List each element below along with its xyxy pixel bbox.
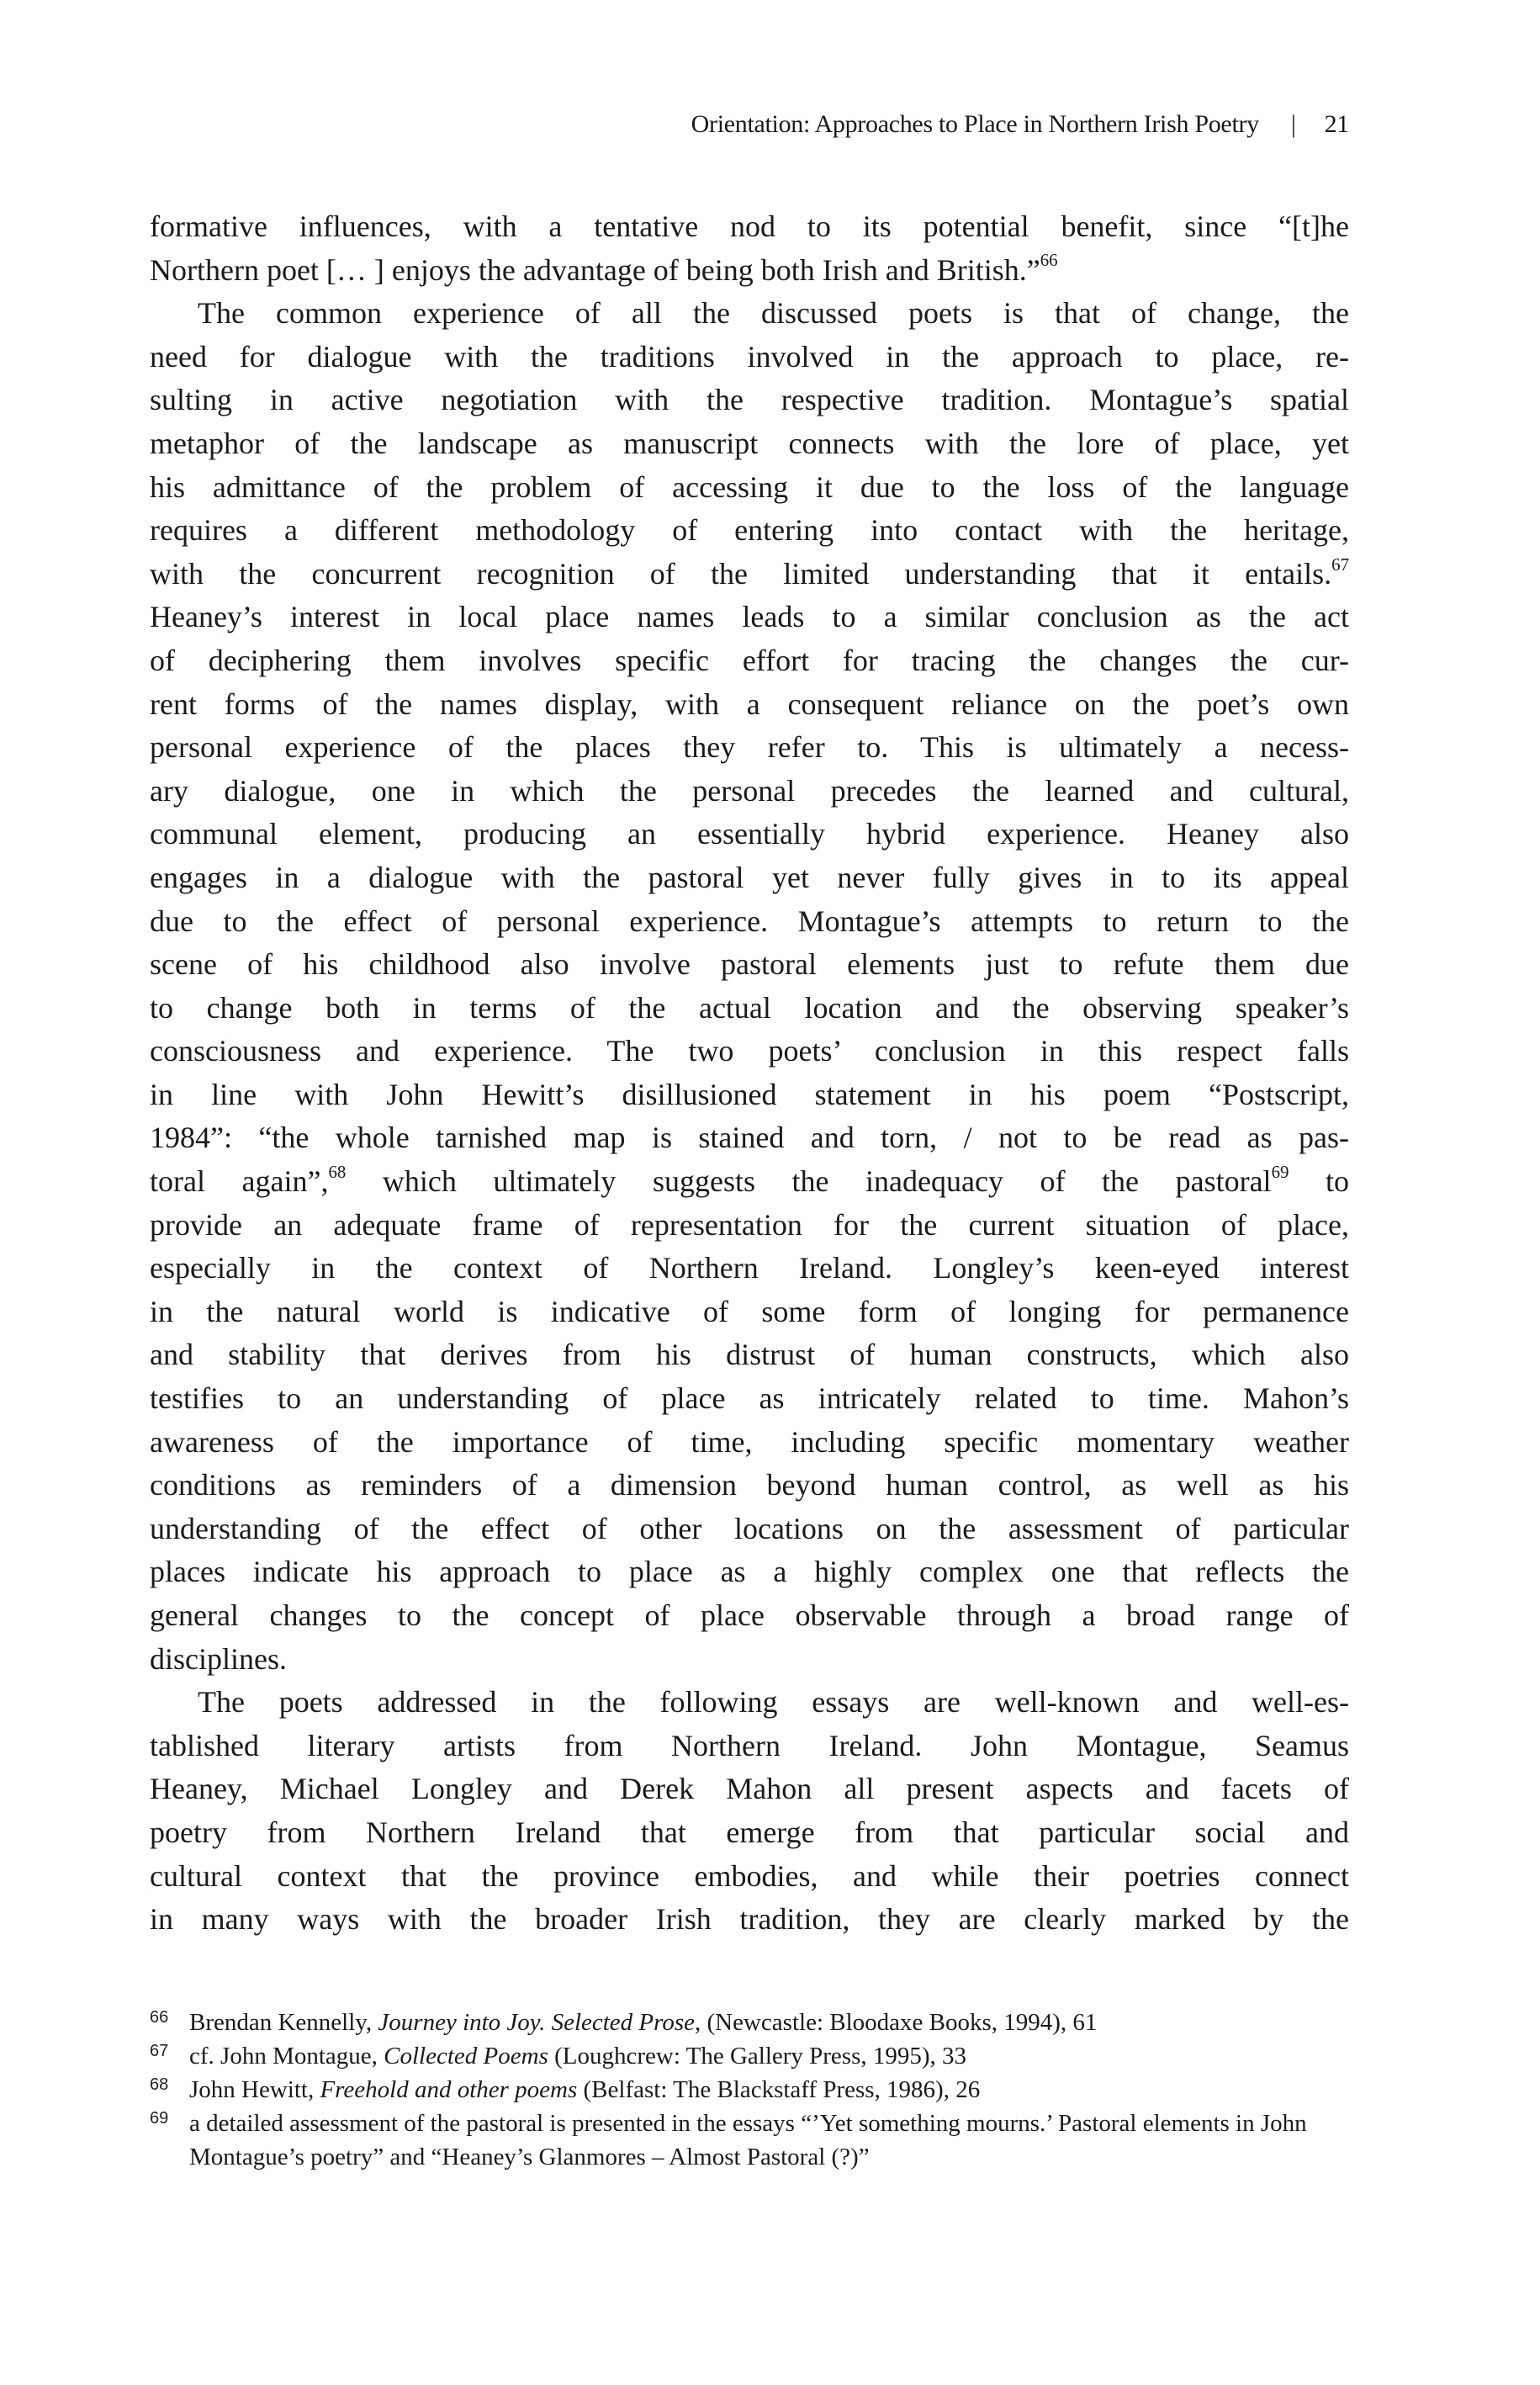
paragraph	[150, 205, 1349, 292]
footnote	[150, 2039, 1349, 2073]
footnote	[150, 2073, 1349, 2107]
footnote-reference[interactable]: 69	[1271, 1161, 1289, 1182]
book-title: Freehold and other poems	[320, 2076, 578, 2103]
text-line: Heaney’s interest in local place names leads to a similar conclusion as the act	[150, 600, 1349, 634]
text-line: engages in a dialogue with the pastoral yet never fully gives in to its appeal	[150, 860, 1349, 894]
text-line: ary dialogue, one in which the personal precedes the learned and cultural,	[150, 773, 1349, 808]
text-line: and stability that derives from his distrust of human constructs, which also	[150, 1338, 1349, 1372]
text-line: metaphor of the landscape as manuscript connects with the lore of place, yet	[150, 426, 1349, 460]
text-line: places indicate his approach to place as a highly complex one that reflects the	[150, 1555, 1349, 1589]
footnote-text: a detailed assessment of the pastoral is presented in the essays “’Yet something mourns.’ Pastoral elements in John Montague’s poetry” and “Heaney’s Glanmores – Almost Pastoral (?)”	[189, 2110, 1307, 2170]
footnotes	[150, 2006, 1349, 2174]
text-line: of deciphering them involves specific effort for tracing the changes the cur-	[150, 643, 1349, 677]
body-text	[150, 205, 1349, 1942]
text-line: The poets addressed in the following essays are well-known and well-es-	[198, 1685, 1349, 1720]
footnote-text: cf. John Montague, Collected Poems (Loughcrew: The Gallery Press, 1995), 33	[189, 2043, 967, 2070]
text-line: formative influences, with a tentative nod to its potential benefit, since “[t]he	[150, 209, 1349, 243]
text-line: cultural context that the province embodies, and while their poetries connect	[150, 1858, 1349, 1893]
text-line: provide an adequate frame of representation for the current situation of place,	[150, 1207, 1349, 1242]
text-line: in many ways with the broader Irish tradition, they are clearly marked by the	[150, 1902, 1349, 1937]
book-title: Journey into Joy. Selected Prose	[378, 2009, 696, 2036]
footnote	[150, 2107, 1349, 2174]
text-line: sulting in active negotiation with the respective tradition. Montague’s spatial	[150, 383, 1349, 417]
text-line: due to the effect of personal experience. Montague’s attempts to return to the	[150, 904, 1349, 938]
footnote-number: 66	[150, 2008, 169, 2027]
running-header	[0, 108, 1349, 141]
footnote-number: 67	[150, 2042, 169, 2060]
text-line: requires a different methodology of entering into contact with the heritage,	[150, 513, 1349, 548]
text-line: to change both in terms of the actual location and the observing speaker’s	[150, 990, 1349, 1025]
paragraph	[150, 1681, 1349, 1942]
text-line: scene of his childhood also involve pastoral elements just to refute them due	[150, 947, 1349, 982]
text-line: communal element, producing an essentially hybrid experience. Heaney also	[150, 817, 1349, 851]
running-title: Orientation: Approaches to Place in Northern Irish Poetry	[691, 110, 1259, 138]
text-line: especially in the context of Northern Ireland. Longley’s keen-eyed interest	[150, 1251, 1349, 1285]
text-line: with the concurrent recognition of the limited understanding that it entails.$^{67}$	[150, 554, 1349, 591]
text-line: poetry from Northern Ireland that emerge from that particular social and	[150, 1815, 1349, 1849]
paragraph	[150, 292, 1349, 1681]
footnote-number: 68	[150, 2075, 169, 2094]
text-line: 1984”: “the whole tarnished map is stained and torn, / not to be read as pas-	[150, 1121, 1349, 1155]
text-line: in line with John Hewitt’s disillusioned statement in his poem “Postscript,	[150, 1077, 1349, 1111]
text-line: awareness of the importance of time, including specific momentary weather	[150, 1424, 1349, 1459]
text-line: tablished literary artists from Northern Ireland. John Montague, Seamus	[150, 1728, 1349, 1762]
footnote-reference[interactable]: 66	[1040, 250, 1058, 271]
text-line: need for dialogue with the traditions involved in the approach to place, re-	[150, 339, 1349, 374]
footnote-number: 69	[150, 2109, 169, 2128]
footnote-text: Brendan Kennelly, Journey into Joy. Selected Prose, (Newcastle: Bloodaxe Books, 1994), 61	[189, 2009, 1098, 2036]
text-line: general changes to the concept of place observable through a broad range of	[150, 1598, 1349, 1632]
text-line: in the natural world is indicative of some form of longing for permanence	[150, 1294, 1349, 1328]
text-line: understanding of the effect of other locations on the assessment of particular	[150, 1511, 1349, 1545]
text-line: testifies to an understanding of place as intricately related to time. Mahon’s	[150, 1381, 1349, 1416]
text-line: toral again”,$^{68}$ which ultimately suggests the inadequacy of the pastoral$^{69}$ to	[150, 1161, 1349, 1199]
text-line: rent forms of the names display, with a consequent reliance on the poet’s own	[150, 686, 1349, 721]
text-line: consciousness and experience. The two poets’ conclusion in this respect falls	[150, 1034, 1349, 1068]
footnote-reference[interactable]: 67	[1331, 554, 1349, 575]
book-title: Collected Poems	[384, 2043, 548, 2070]
footnote-text: John Hewitt, Freehold and other poems (Belfast: The Blackstaff Press, 1986), 26	[189, 2076, 981, 2103]
text-line: The common experience of all the discussed poets is that of change, the	[198, 296, 1349, 331]
text-line: disciplines.	[150, 1641, 287, 1676]
text-line: personal experience of the places they refer to. This is ultimately a necess-	[150, 730, 1349, 765]
footnote	[150, 2006, 1349, 2039]
footnote-reference[interactable]: 68	[328, 1161, 347, 1182]
page-number: 21	[1324, 110, 1349, 138]
text-line: Northern poet [… ] enjoys the advantage of being both Irish and British.”$^{66}$	[150, 250, 1058, 287]
header-separator: |	[1290, 110, 1296, 138]
text-line: his admittance of the problem of accessing it due to the loss of the language	[150, 469, 1349, 504]
text-line: conditions as reminders of a dimension beyond human control, as well as his	[150, 1468, 1349, 1503]
text-line: Heaney, Michael Longley and Derek Mahon all present aspects and facets of	[150, 1772, 1349, 1806]
